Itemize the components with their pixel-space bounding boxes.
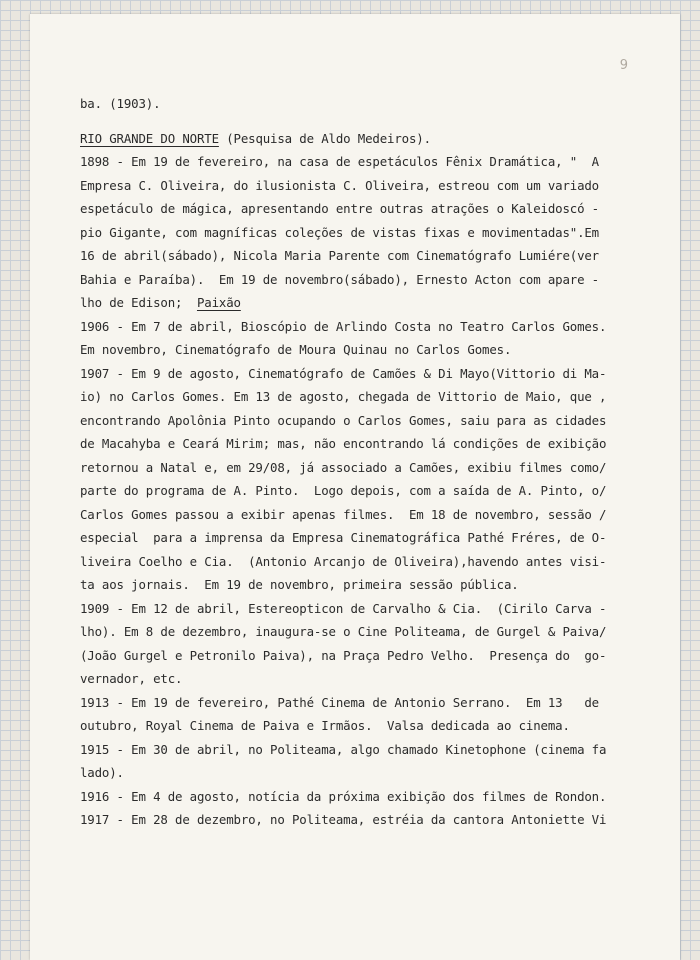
spacer (80, 116, 668, 127)
text-line: Em novembro, Cinematógrafo de Moura Quinau no Carlos Gomes. (80, 342, 512, 357)
text-line: de Macahyba e Ceará Mirim; mas, não encontrando lá condições de exibição (80, 436, 607, 451)
text-line: 1898 - Em 19 de fevereiro, na casa de espetáculos Fênix Dramática, " A (80, 154, 599, 169)
text-line: 1906 - Em 7 de abril, Bioscópio de Arlindo Costa no Teatro Carlos Gomes. (80, 318, 607, 334)
text-line: 1909 - Em 12 de abril, Estereopticon de Carvalho & Cia. (Cirilo Carva - (80, 600, 607, 616)
text-line: Empresa C. Oliveira, do ilusionista C. Oliveira, estreou com um variado (80, 177, 599, 193)
text-line: encontrando Apolônia Pinto ocupando o Carlos Gomes, saiu para as cidades (80, 412, 607, 428)
text-line: ta aos jornais. Em 19 de novembro, primeira sessão pública. (80, 577, 519, 592)
page-number: 9 (619, 58, 628, 73)
heading-subtitle: (Pesquisa de Aldo Medeiros). (218, 130, 431, 146)
text-line: 1915 - Em 30 de abril, no Politeama, algo chamado Kinetophone (cinema fa (80, 741, 607, 757)
text-line: Bahia e Paraíba). Em 19 de novembro(sábado), Ernesto Acton com apare - (80, 271, 599, 287)
text-line: retornou a Natal e, em 29/08, já associado a Camões, exibiu filmes como/ (80, 459, 607, 475)
text-line: 1916 - Em 4 de agosto, notícia da próxima exibição dos filmes de Rondon. (80, 788, 607, 804)
text-fragment: lho de Edison; (80, 295, 183, 310)
text-line: ba. (1903). (80, 96, 161, 111)
section-heading (80, 127, 668, 151)
text-line: pio Gigante, com magníficas coleções de vistas fixas e movimentadas".Em (80, 224, 599, 240)
text-line (80, 291, 668, 315)
text-line: lho). Em 8 de dezembro, inaugura-se o Cine Politeama, de Gurgel & Paiva/ (80, 624, 607, 639)
text-line: lado). (80, 765, 124, 780)
document-page (30, 14, 680, 960)
text-line: 16 de abril(sábado), Nicola Maria Parente com Cinematógrafo Lumiére(ver (80, 248, 599, 263)
text-line: io) no Carlos Gomes. Em 13 de agosto, chegada de Vittorio de Maio, que , (80, 389, 607, 404)
text-line: 1913 - Em 19 de fevereiro, Pathé Cinema de Antonio Serrano. Em 13 de (80, 694, 599, 710)
text-line: outubro, Royal Cinema de Paiva e Irmãos. Valsa dedicada ao cinema. (80, 718, 570, 733)
document-body (80, 92, 668, 832)
text-line: especial para a imprensa da Empresa Cinematográfica Pathé Fréres, de O- (80, 530, 607, 545)
text-line: espetáculo de mágica, apresentando entre outras atrações o Kaleidoscó - (80, 201, 599, 216)
text-line: liveira Coelho e Cia. (Antonio Arcanjo de Oliveira),havendo antes visi- (80, 553, 607, 569)
text-line: Carlos Gomes passou a exibir apenas filmes. Em 18 de novembro, sessão / (80, 506, 607, 522)
heading-title: RIO GRANDE DO NORTE (80, 130, 219, 146)
text-line: parte do programa de A. Pinto. Logo depois, com a saída de A. Pinto, o/ (80, 483, 607, 498)
text-line: 1917 - Em 28 de dezembro, no Politeama, estréia da cantora Antoniette Vi (80, 812, 607, 827)
text-line: (João Gurgel e Petronilo Paiva), na Praça Pedro Velho. Presença do go- (80, 647, 607, 663)
text-line: vernador, etc. (80, 671, 183, 686)
text-line: 1907 - Em 9 de agosto, Cinematógrafo de Camões & Di Mayo(Vittorio di Ma- (80, 365, 607, 381)
underlined-word: Paixão (196, 295, 241, 310)
